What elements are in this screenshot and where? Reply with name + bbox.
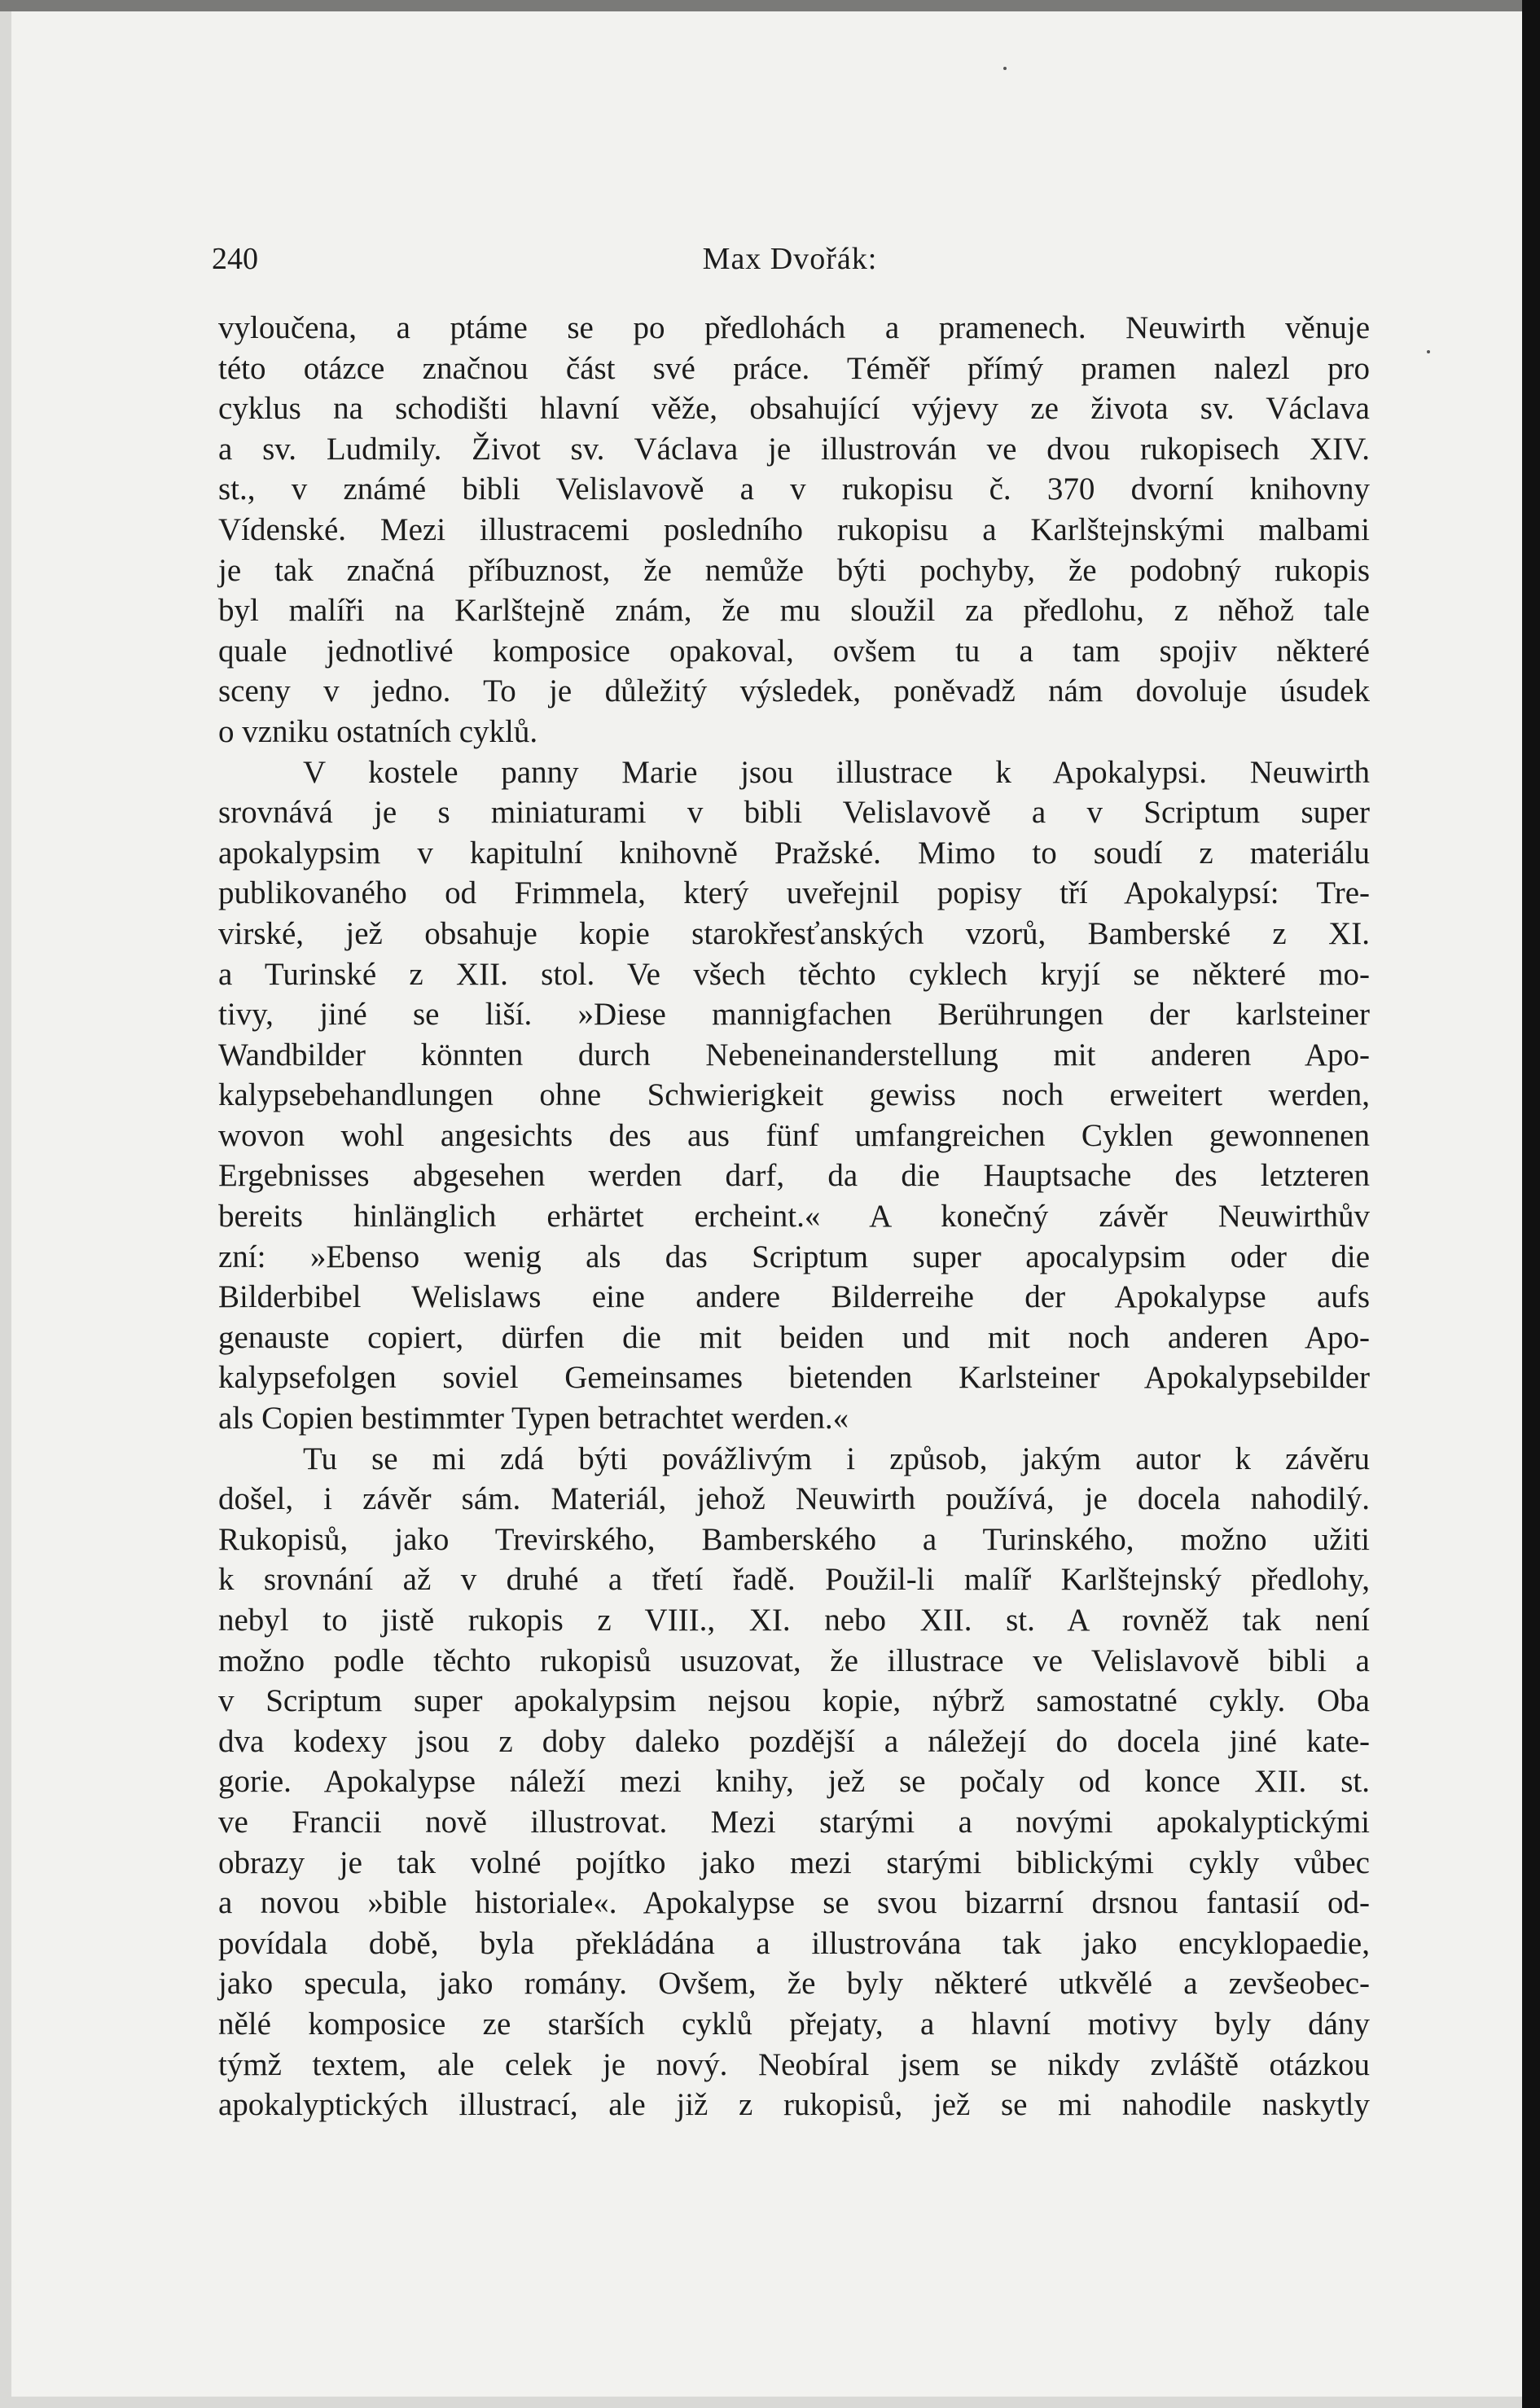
- text-line: dva kodexy jsou z doby daleko pozdější a náležejí do docela jiné kate-: [218, 1723, 1370, 1759]
- scan-right-edge: [1522, 0, 1540, 2408]
- text-line: této otázce značnou část své práce. Téměř přímý pramen nalezl pro: [218, 350, 1370, 386]
- scan-speck: [1003, 67, 1007, 70]
- text-line: nělé komposice ze starších cyklů přejaty, a hlavní motivy byly dány: [218, 2006, 1370, 2042]
- page-number: 240: [212, 242, 258, 276]
- body-text: [218, 308, 1370, 2125]
- scan-top-edge: [0, 0, 1540, 11]
- text-line: k srovnání až v druhé a třetí řadě. Použil-li malíř Karlštejnský předlohy,: [218, 1562, 1370, 1598]
- text-line: V kostele panny Marie jsou illustrace k Apokalypsi. Neuwirth: [303, 754, 1370, 790]
- text-line: srovnává je s miniaturami v bibli Velislavově a v Scriptum super: [218, 795, 1370, 831]
- paragraph-1: [218, 308, 1370, 752]
- text-line: apokalypsim v kapitulní knihovně Pražské. Mimo to soudí z materiálu: [218, 835, 1370, 871]
- text-line: quale jednotlivé komposice opakoval, ovšem tu a tam spojiv některé: [218, 633, 1370, 669]
- text-line: zní: »Ebenso wenig als das Scriptum super apocalypsim oder die: [218, 1239, 1370, 1274]
- text-line: kalypsefolgen soviel Gemeinsames bietenden Karlsteiner Apokalypsebilder: [218, 1360, 1370, 1396]
- paragraph-2: [218, 752, 1370, 1439]
- text-line: kalypsebehandlungen ohne Schwierigkeit gewiss noch erweitert werden,: [218, 1077, 1370, 1113]
- text-line: genauste copiert, dürfen die mit beiden und mit noch anderen Apo-: [218, 1319, 1370, 1355]
- text-line: Bilderbibel Welislaws eine andere Bilderreihe der Apokalypse aufs: [218, 1279, 1370, 1315]
- text-line: als Copien bestimmter Typen betrachtet werden.«: [218, 1401, 849, 1436]
- text-line: sceny v jedno. To je důležitý výsledek, poněvadž nám dovoluje úsudek: [218, 673, 1370, 709]
- text-line: virské, jež obsahuje kopie starokřesťanských vzorů, Bamberské z XI.: [218, 915, 1370, 951]
- text-line: cyklus na schodišti hlavní věže, obsahující výjevy ze života sv. Václava: [218, 391, 1370, 427]
- text-line: je tak značná příbuznost, že nemůže býti pochyby, že podobný rukopis: [218, 552, 1370, 588]
- text-line: ve Francii nově illustrovat. Mezi starými a novými apokalyptickými: [218, 1804, 1370, 1840]
- paragraph-3: [218, 1439, 1370, 2125]
- running-head: Max Dvořák:: [702, 242, 878, 276]
- text-line: v Scriptum super apokalypsim nejsou kopie, nýbrž samostatné cykly. Oba: [218, 1683, 1370, 1719]
- text-line: st., v známé bibli Velislavově a v rukopisu č. 370 dvorní knihovny: [218, 472, 1370, 507]
- text-line: apokalyptických illustrací, ale již z rukopisů, jež se mi nahodile naskytly: [218, 2087, 1370, 2123]
- text-line: jako specula, jako romány. Ovšem, že byly některé utkvělé a zevšeobec-: [218, 1966, 1370, 2002]
- text-line: týmž textem, ale celek je nový. Neobíral jsem se nikdy zvláště otázkou: [218, 2046, 1370, 2082]
- text-line: Rukopisů, jako Trevirského, Bamberského a Turinského, možno užiti: [218, 1521, 1370, 1557]
- text-line: bereits hinlänglich erhärtet ercheint.« A konečný závěr Neuwirthův: [218, 1199, 1370, 1235]
- text-line: publikovaného od Frimmela, který uveřejnil popisy tří Apokalypsí: Tre-: [218, 875, 1370, 911]
- text-line: obrazy je tak volné pojítko jako mezi starými biblickými cykly vůbec: [218, 1844, 1370, 1880]
- text-line: možno podle těchto rukopisů usuzovat, že illustrace ve Velislavově bibli a: [218, 1643, 1370, 1678]
- text-line: Wandbilder könnten durch Nebeneinanderstellung mit anderen Apo-: [218, 1037, 1370, 1072]
- page-header: [212, 236, 1368, 282]
- text-line: Vídenské. Mezi illustracemi posledního rukopisu a Karlštejnskými malbami: [218, 511, 1370, 547]
- text-line: vyloučena, a ptáme se po předlohách a pramenech. Neuwirth věnuje: [218, 310, 1370, 345]
- text-line: byl malíři na Karlštejně znám, že mu sloužil za předlohu, z něhož tale: [218, 593, 1370, 629]
- scan-speck: [1427, 350, 1430, 353]
- text-line: tivy, jiné se liší. »Diese mannigfachen Berührungen der karlsteiner: [218, 997, 1370, 1033]
- text-line: Ergebnisses abgesehen werden darf, da die Hauptsache des letzteren: [218, 1158, 1370, 1194]
- text-line: o vzniku ostatních cyklů.: [218, 713, 538, 749]
- text-line: a Turinské z XII. stol. Ve všech těchto cyklech kryjí se některé mo-: [218, 956, 1370, 992]
- text-line: wovon wohl angesichts des aus fünf umfangreichen Cyklen gewonnenen: [218, 1117, 1370, 1153]
- text-line: gorie. Apokalypse náleží mezi knihy, jež se počaly od konce XII. st.: [218, 1764, 1370, 1800]
- text-line: a novou »bible historiale«. Apokalypse se svou bizarrní drsnou fantasií od-: [218, 1885, 1370, 1921]
- text-line: nebyl to jistě rukopis z VIII., XI. nebo XII. st. A rovněž tak není: [218, 1603, 1370, 1638]
- text-line: došel, i závěr sám. Materiál, jehož Neuwirth používá, je docela nahodilý.: [218, 1481, 1370, 1517]
- text-line: povídala době, byla překládána a illustrována tak jako encyklopaedie,: [218, 1925, 1370, 1961]
- text-line: a sv. Ludmily. Život sv. Václava je illustrován ve dvou rukopisech XIV.: [218, 431, 1370, 467]
- text-line: Tu se mi zdá býti povážlivým i způsob, jakým autor k závěru: [303, 1441, 1370, 1476]
